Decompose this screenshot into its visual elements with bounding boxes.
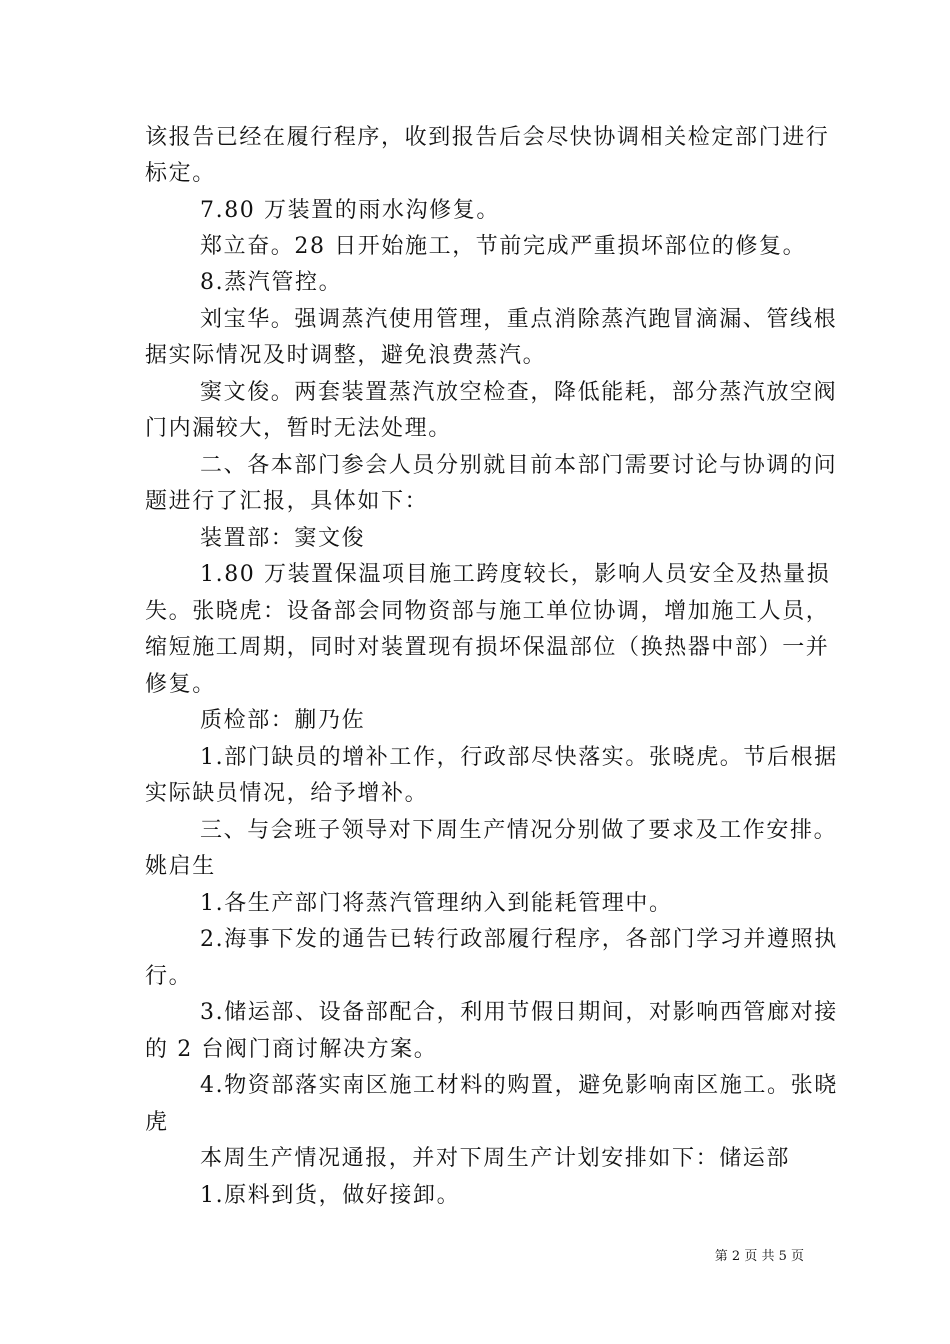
text-line: 4.物资部落实南区施工材料的购置，避免影响南区施工。张晓 xyxy=(200,1073,838,1098)
text-line: 二、各本部门参会人员分别就目前本部门需要讨论与协调的问 xyxy=(200,453,838,478)
text-line: 题进行了汇报，具体如下： xyxy=(145,489,429,514)
text-line: 门内漏较大，暂时无法处理。 xyxy=(145,416,452,441)
text-line: 三、与会班子领导对下周生产情况分别做了要求及工作安排。 xyxy=(200,818,838,843)
text-line: 窦文俊。两套装置蒸汽放空检查，降低能耗，部分蒸汽放空阀 xyxy=(200,380,838,405)
text-line: 郑立奋。28 日开始施工，节前完成严重损坏部位的修复。 xyxy=(200,234,807,259)
text-line: 8.蒸汽管控。 xyxy=(200,270,343,295)
text-line: 1.部门缺员的增补工作，行政部尽快落实。张晓虎。节后根据 xyxy=(200,745,838,770)
text-line: 据实际情况及时调整，避免浪费蒸汽。 xyxy=(145,343,547,368)
text-line: 1.原料到货，做好接卸。 xyxy=(200,1183,461,1208)
text-line: 失。张晓虎：设备部会同物资部与施工单位协调，增加施工人员， xyxy=(145,599,830,624)
text-line: 缩短施工周期，同时对装置现有损坏保温部位（换热器中部）一并 xyxy=(145,635,830,660)
text-line: 7.80 万装置的雨水沟修复。 xyxy=(200,198,500,223)
text-line: 行。 xyxy=(145,964,193,989)
text-line: 实际缺员情况，给予增补。 xyxy=(145,781,429,806)
text-line: 1.80 万装置保温项目施工跨度较长，影响人员安全及热量损 xyxy=(200,562,831,587)
text-line: 3.储运部、设备部配合，利用节假日期间，对影响西管廊对接 xyxy=(200,1000,838,1025)
text-line: 该报告已经在履行程序，收到报告后会尽快协调相关检定部门进行 xyxy=(145,125,830,150)
text-line: 刘宝华。强调蒸汽使用管理，重点消除蒸汽跑冒滴漏、管线根 xyxy=(200,307,838,332)
text-line: 的 2 台阀门商讨解决方案。 xyxy=(145,1037,438,1062)
text-line: 标定。 xyxy=(145,161,216,186)
text-line: 修复。 xyxy=(145,672,216,697)
text-line: 虎 xyxy=(145,1110,169,1135)
text-line: 本周生产情况通报，并对下周生产计划安排如下：储运部 xyxy=(200,1146,791,1171)
text-line: 质检部：蒯乃佐 xyxy=(200,708,366,733)
text-line: 姚启生 xyxy=(145,854,216,879)
page-number: 第 2 页 共 5 页 xyxy=(714,1249,804,1264)
text-line: 1.各生产部门将蒸汽管理纳入到能耗管理中。 xyxy=(200,891,673,916)
text-line: 2.海事下发的通告已转行政部履行程序，各部门学习并遵照执 xyxy=(200,927,838,952)
text-line: 装置部：窦文俊 xyxy=(200,526,366,551)
